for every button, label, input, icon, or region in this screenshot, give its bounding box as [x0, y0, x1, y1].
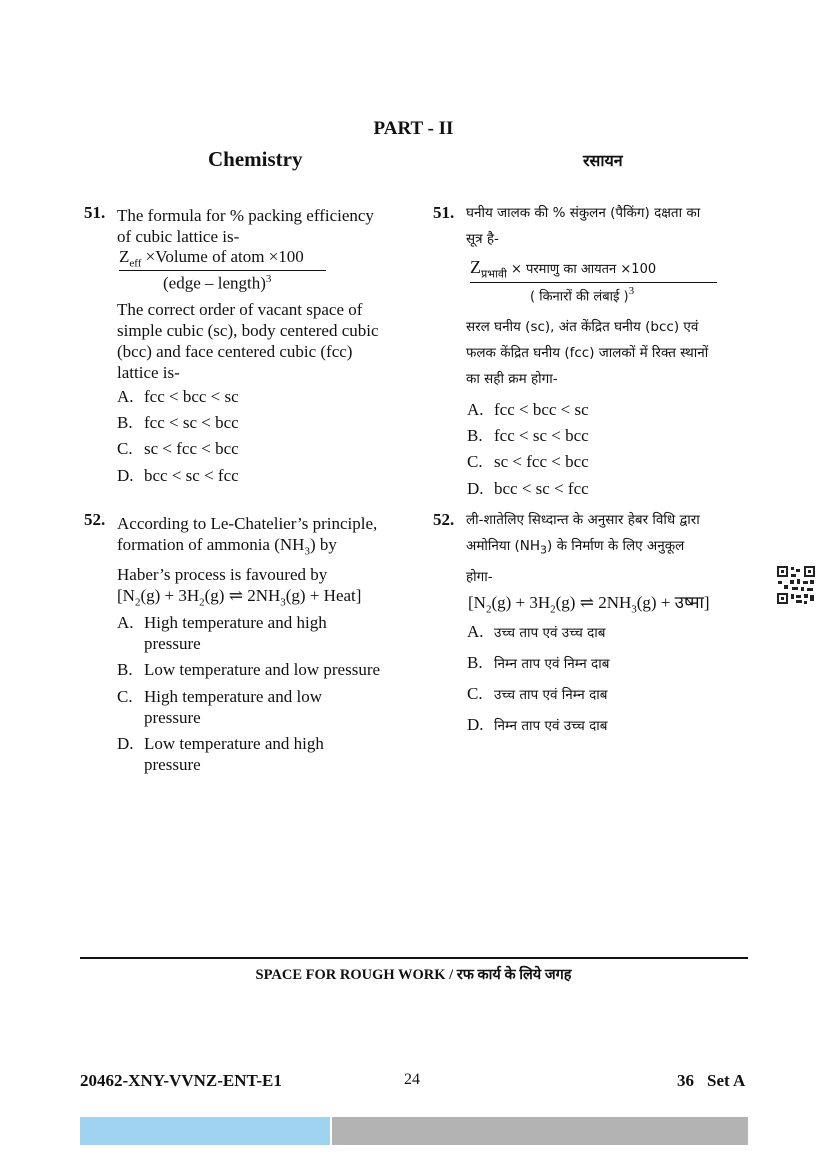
body-line: The correct order of vacant space of: [117, 300, 363, 319]
set-number: 36: [677, 1071, 694, 1090]
option-d[interactable]: [117, 466, 239, 486]
option-text: sc < fcc < bcc: [494, 452, 589, 471]
option-label: B.: [117, 660, 133, 679]
option-b[interactable]: [467, 426, 589, 446]
option-label: D.: [467, 715, 484, 734]
option-text: निम्न ताप एवं उच्च दाब: [494, 718, 608, 734]
rough-work-divider: [80, 957, 748, 959]
question-51-hi-stem: [466, 200, 756, 252]
text-run: ) के निर्माण के लिए अनुकूल: [547, 538, 685, 554]
eq-sub: 2: [199, 596, 205, 609]
question-51-en-stem: [117, 205, 407, 247]
set-label: Set A: [707, 1071, 746, 1090]
paper-code: 20462-XNY-VVNZ-ENT-E1: [80, 1071, 282, 1090]
option-label: C.: [117, 687, 133, 706]
option-b[interactable]: [117, 413, 239, 433]
option-text: fcc < bcc < sc: [144, 387, 239, 406]
option-text: fcc < sc < bcc: [494, 426, 589, 445]
formula-numerator: [470, 257, 717, 281]
subject-title-hindi: रसायन: [583, 151, 623, 170]
text-run: अमोनिया (NH: [466, 538, 541, 554]
option-c[interactable]: [467, 452, 589, 472]
body-line: सरल घनीय (sc), अंत केंद्रित घनीय (bcc) एवं: [466, 319, 699, 335]
page-number: 24: [404, 1071, 420, 1088]
option-line: pressure: [144, 634, 201, 653]
option-a[interactable]: [467, 622, 606, 642]
stem-line: Haber’s process is favoured by: [117, 565, 328, 585]
stem-line: [117, 534, 417, 562]
option-text: bcc < sc < fcc: [144, 466, 239, 485]
option-label: A.: [117, 613, 134, 632]
formula-num-rest: ×Volume of atom ×100: [141, 247, 304, 266]
body-line: simple cubic (sc), body centered cubic: [117, 321, 379, 340]
eq-run: (g) + 3H: [140, 586, 200, 606]
option-label: C.: [117, 439, 133, 458]
eq-run: [N: [117, 586, 135, 606]
option-text: उच्च ताप एवं निम्न दाब: [494, 687, 608, 703]
option-label: D.: [117, 734, 134, 753]
eq-sub: 2: [550, 603, 556, 616]
question-52-en-stem: [117, 513, 417, 614]
question-51-hi-body: [466, 314, 766, 392]
equation: [117, 585, 417, 613]
part-heading: PART - II: [373, 118, 454, 139]
question-number: 51.: [84, 203, 106, 222]
stem-line: According to Le-Chatelier’s principle,: [117, 514, 378, 533]
option-text: sc < fcc < bcc: [144, 439, 239, 458]
option-c[interactable]: [117, 686, 322, 728]
formula-sub: eff: [129, 257, 142, 270]
option-text: fcc < sc < bcc: [144, 413, 239, 432]
formula-sub: प्रभावी: [481, 267, 507, 281]
question-number: 52.: [84, 510, 106, 529]
question-51-en-body: [117, 299, 417, 383]
stem-line: of cubic lattice is-: [117, 227, 240, 246]
option-label: A.: [117, 387, 134, 406]
option-label: D.: [467, 479, 484, 498]
option-c[interactable]: [467, 684, 607, 704]
option-text: bcc < sc < fcc: [494, 479, 589, 498]
eq-run: (g) + Heat]: [285, 586, 362, 606]
eq-run: (g) ⇌ 2NH: [555, 593, 632, 612]
question-51-hi-formula: [470, 257, 717, 306]
subject-title-english: Chemistry: [208, 147, 303, 171]
fraction-bar: [470, 282, 717, 283]
option-line: Low temperature and high: [144, 734, 324, 753]
option-c[interactable]: [117, 439, 239, 459]
fraction-bar: [119, 270, 326, 271]
option-text: fcc < bcc < sc: [494, 400, 589, 419]
eq-sub: 3: [631, 603, 637, 616]
option-label: A.: [467, 622, 484, 641]
formula-z: Z: [119, 247, 130, 266]
eq-run: (g) + उष्मा]: [636, 593, 710, 612]
formula-den-text: (edge – length): [163, 274, 266, 294]
option-label: C.: [467, 452, 483, 471]
stem-line: ली-शातेलिए सिध्दान्त के अनुसार हेबर विधि द्वारा: [466, 512, 700, 528]
formula-denominator: [119, 273, 326, 294]
option-line: High temperature and low: [144, 687, 322, 706]
question-number: 51.: [433, 203, 455, 222]
rough-work-label: SPACE FOR ROUGH WORK / रफ कार्य के लिये जगह: [255, 967, 572, 983]
stem-line: The formula for % packing efficiency: [117, 206, 374, 225]
option-d[interactable]: [117, 733, 324, 775]
footer-bar-blue: [80, 1117, 330, 1145]
formula-numerator: [119, 247, 326, 269]
stem-line: होगा-: [466, 568, 493, 585]
option-a[interactable]: [117, 387, 239, 407]
stem-line: सूत्र है-: [466, 231, 499, 247]
eq-sub: 2: [485, 603, 492, 616]
stem-line: घनीय जालक की % संकुलन (पैकिंग) दक्षता का: [466, 205, 701, 221]
qr-code-icon: [776, 565, 816, 605]
option-label: B.: [467, 426, 483, 445]
footer-bar-gray: [332, 1117, 748, 1145]
question-number: 52.: [433, 510, 455, 529]
body-line: का सही क्रम होगा-: [466, 371, 558, 387]
option-d[interactable]: [467, 715, 607, 735]
option-text: निम्न ताप एवं निम्न दाब: [494, 656, 610, 672]
formula-den-sup: 3: [628, 285, 635, 298]
option-b[interactable]: [117, 659, 380, 680]
question-51-en-formula: [119, 247, 326, 294]
eq-sub: 2: [134, 596, 141, 609]
subscript: 3: [304, 545, 310, 558]
formula-num-rest: × परमाणु का आयतन ×100: [506, 262, 657, 277]
option-label: A.: [467, 400, 484, 419]
option-label: B.: [467, 653, 483, 672]
text-run: formation of ammonia (NH: [117, 535, 305, 554]
formula-z: Z: [470, 257, 481, 277]
eq-sub: 3: [280, 596, 286, 609]
question-52-hi-equation: [468, 592, 710, 620]
option-label: B.: [117, 413, 133, 432]
option-line: pressure: [144, 708, 201, 727]
option-line: High temperature and high: [144, 613, 327, 632]
formula-den-text: ( किनारों की लंबाई ): [530, 290, 629, 306]
text-run: ) by: [309, 535, 337, 554]
question-52-hi-stem: [466, 507, 766, 590]
option-a[interactable]: [117, 612, 327, 654]
option-a[interactable]: [467, 400, 589, 420]
option-d[interactable]: [467, 479, 589, 499]
option-line: pressure: [144, 755, 201, 774]
option-label: C.: [467, 684, 483, 703]
body-line: lattice is-: [117, 363, 180, 382]
option-line: Low temperature and low pressure: [144, 660, 381, 679]
option-text: उच्च ताप एवं उच्च दाब: [494, 625, 606, 641]
eq-run: [N: [468, 593, 486, 612]
formula-den-sup: 3: [265, 273, 272, 286]
option-b[interactable]: [467, 653, 609, 673]
subscript: 3: [540, 543, 548, 557]
stem-line: [466, 533, 766, 564]
formula-denominator: [470, 285, 717, 306]
body-line: फलक केंद्रित घनीय (fcc) जालकों में रिक्त स्थानों: [466, 345, 709, 361]
eq-run: (g) ⇌ 2NH: [204, 586, 281, 606]
option-label: D.: [117, 466, 134, 485]
body-line: (bcc) and face centered cubic (fcc): [117, 342, 353, 361]
eq-run: (g) + 3H: [491, 593, 551, 612]
